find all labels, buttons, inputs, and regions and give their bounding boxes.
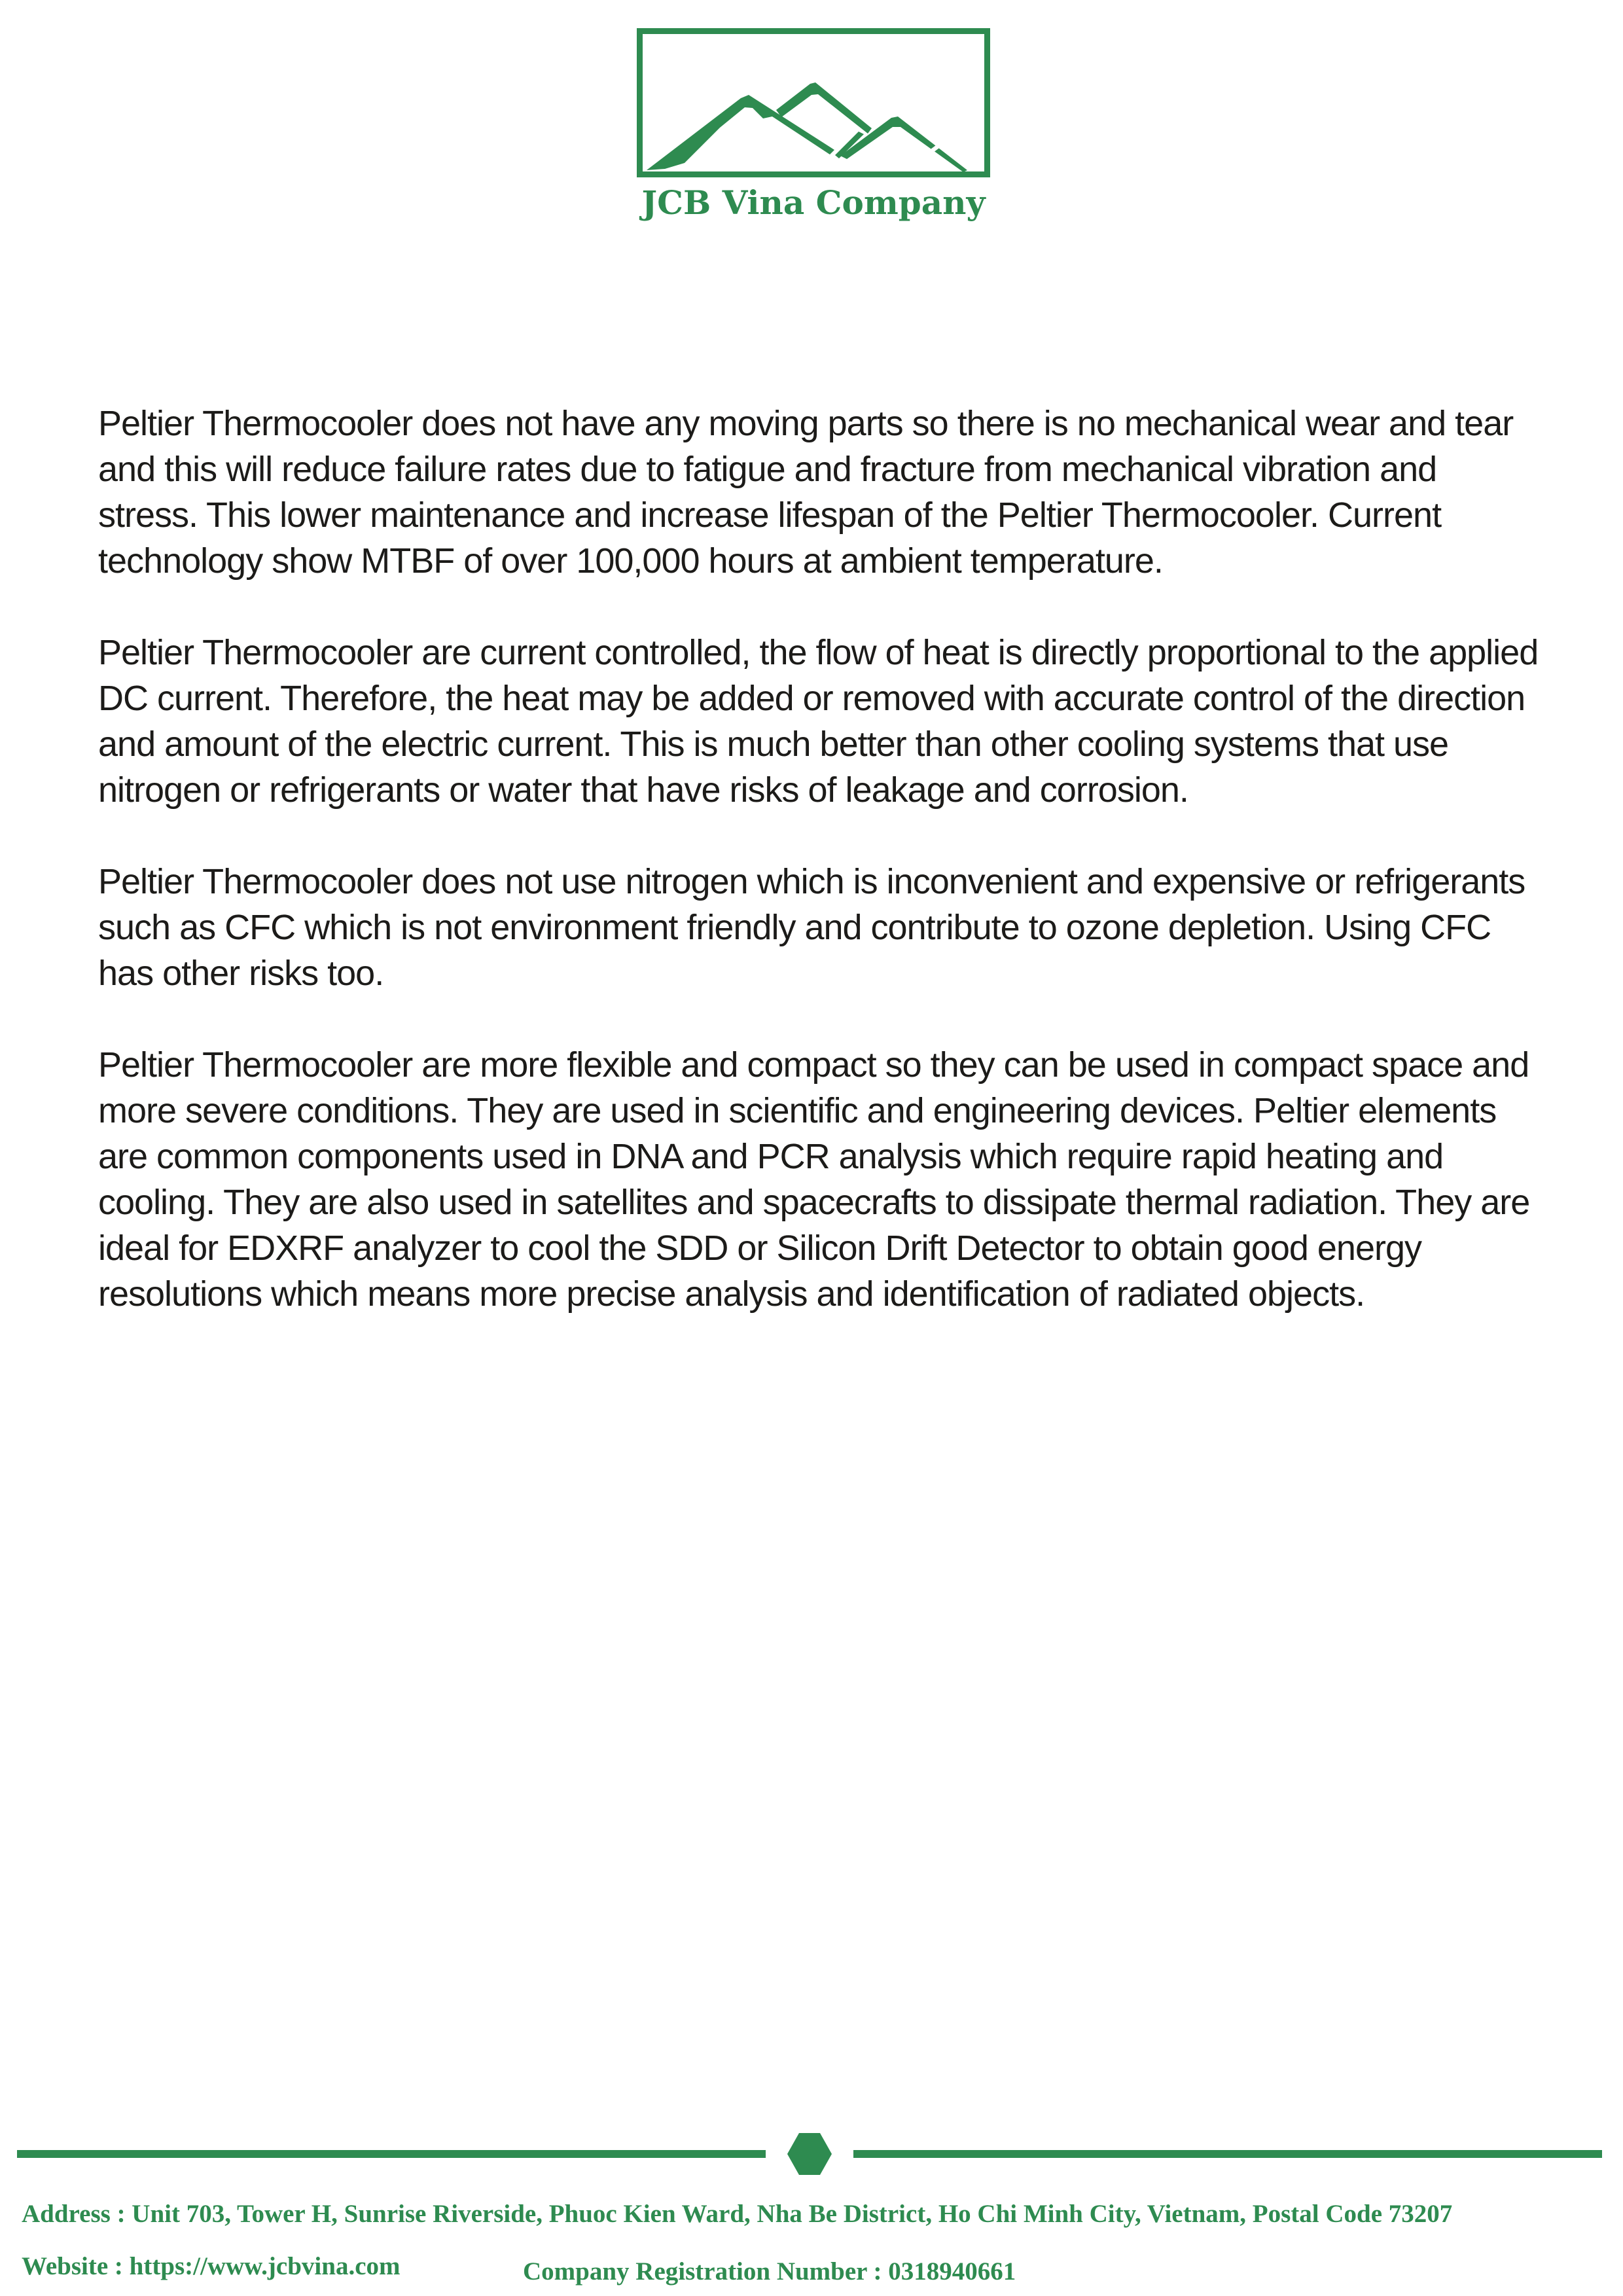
footer-website: Website : https://www.jcbvina.com <box>22 2252 401 2280</box>
divider-line-left <box>17 2150 766 2158</box>
paragraph-1: Peltier Thermocooler does not have any moving parts so there is no mechanical wear and tear and this will reduce failure rates due to fatigue and fracture from mechanical vibration and stress. This lower maintenance and increase lifespan of the Peltier Thermocooler. Current technology show MTBF of over 100,000 hours at ambient temperature. <box>98 404 1514 581</box>
paragraph-4: Peltier Thermocooler are more flexible and compact so they can be used in compact space and more severe conditions. They are used in scientific and engineering devices. Peltier elements are common components used in DNA and PCR analysis which require rapid heating and cooling. They are also used in satellites and spacecrafts to dissipate thermal radiation. They are ideal for EDXRF analyzer to cool the SDD or Silicon Drift Detector to obtain good energy resolutions which means more precise analysis and identification of radiated objects. <box>98 1045 1530 1314</box>
paragraph-2: Peltier Thermocooler are current controlled, the flow of heat is directly proportional to the applied DC current. Therefore, the heat may be added or removed with accurate control of the direction and amount of the electric current. This is much better than other cooling systems that use nitrogen or refrigerants or water that have risks of leakage and corrosion. <box>98 633 1539 810</box>
footer-registration-number: Company Registration Number : 0318940661 <box>523 2257 1016 2286</box>
footer-divider <box>17 2133 1602 2175</box>
hexagon-divider-icon <box>787 2133 832 2175</box>
company-logo <box>637 28 990 177</box>
divider-line-right <box>853 2150 1602 2158</box>
company-name: JCB Vina Company <box>641 183 986 222</box>
mountain-logo-icon <box>643 34 984 171</box>
body-text <box>98 401 1544 1363</box>
footer-address: Address : Unit 703, Tower H, Sunrise Riverside, Phuoc Kien Ward, Nha Be District, Ho Chi Minh City, Vietnam, Postal Code 73207 <box>22 2200 1453 2228</box>
paragraph-3: Peltier Thermocooler does not use nitrogen which is inconvenient and expensive or refrigerants such as CFC which is not environment friendly and contribute to ozone depletion. Using CFC has other risks too. <box>98 862 1525 993</box>
